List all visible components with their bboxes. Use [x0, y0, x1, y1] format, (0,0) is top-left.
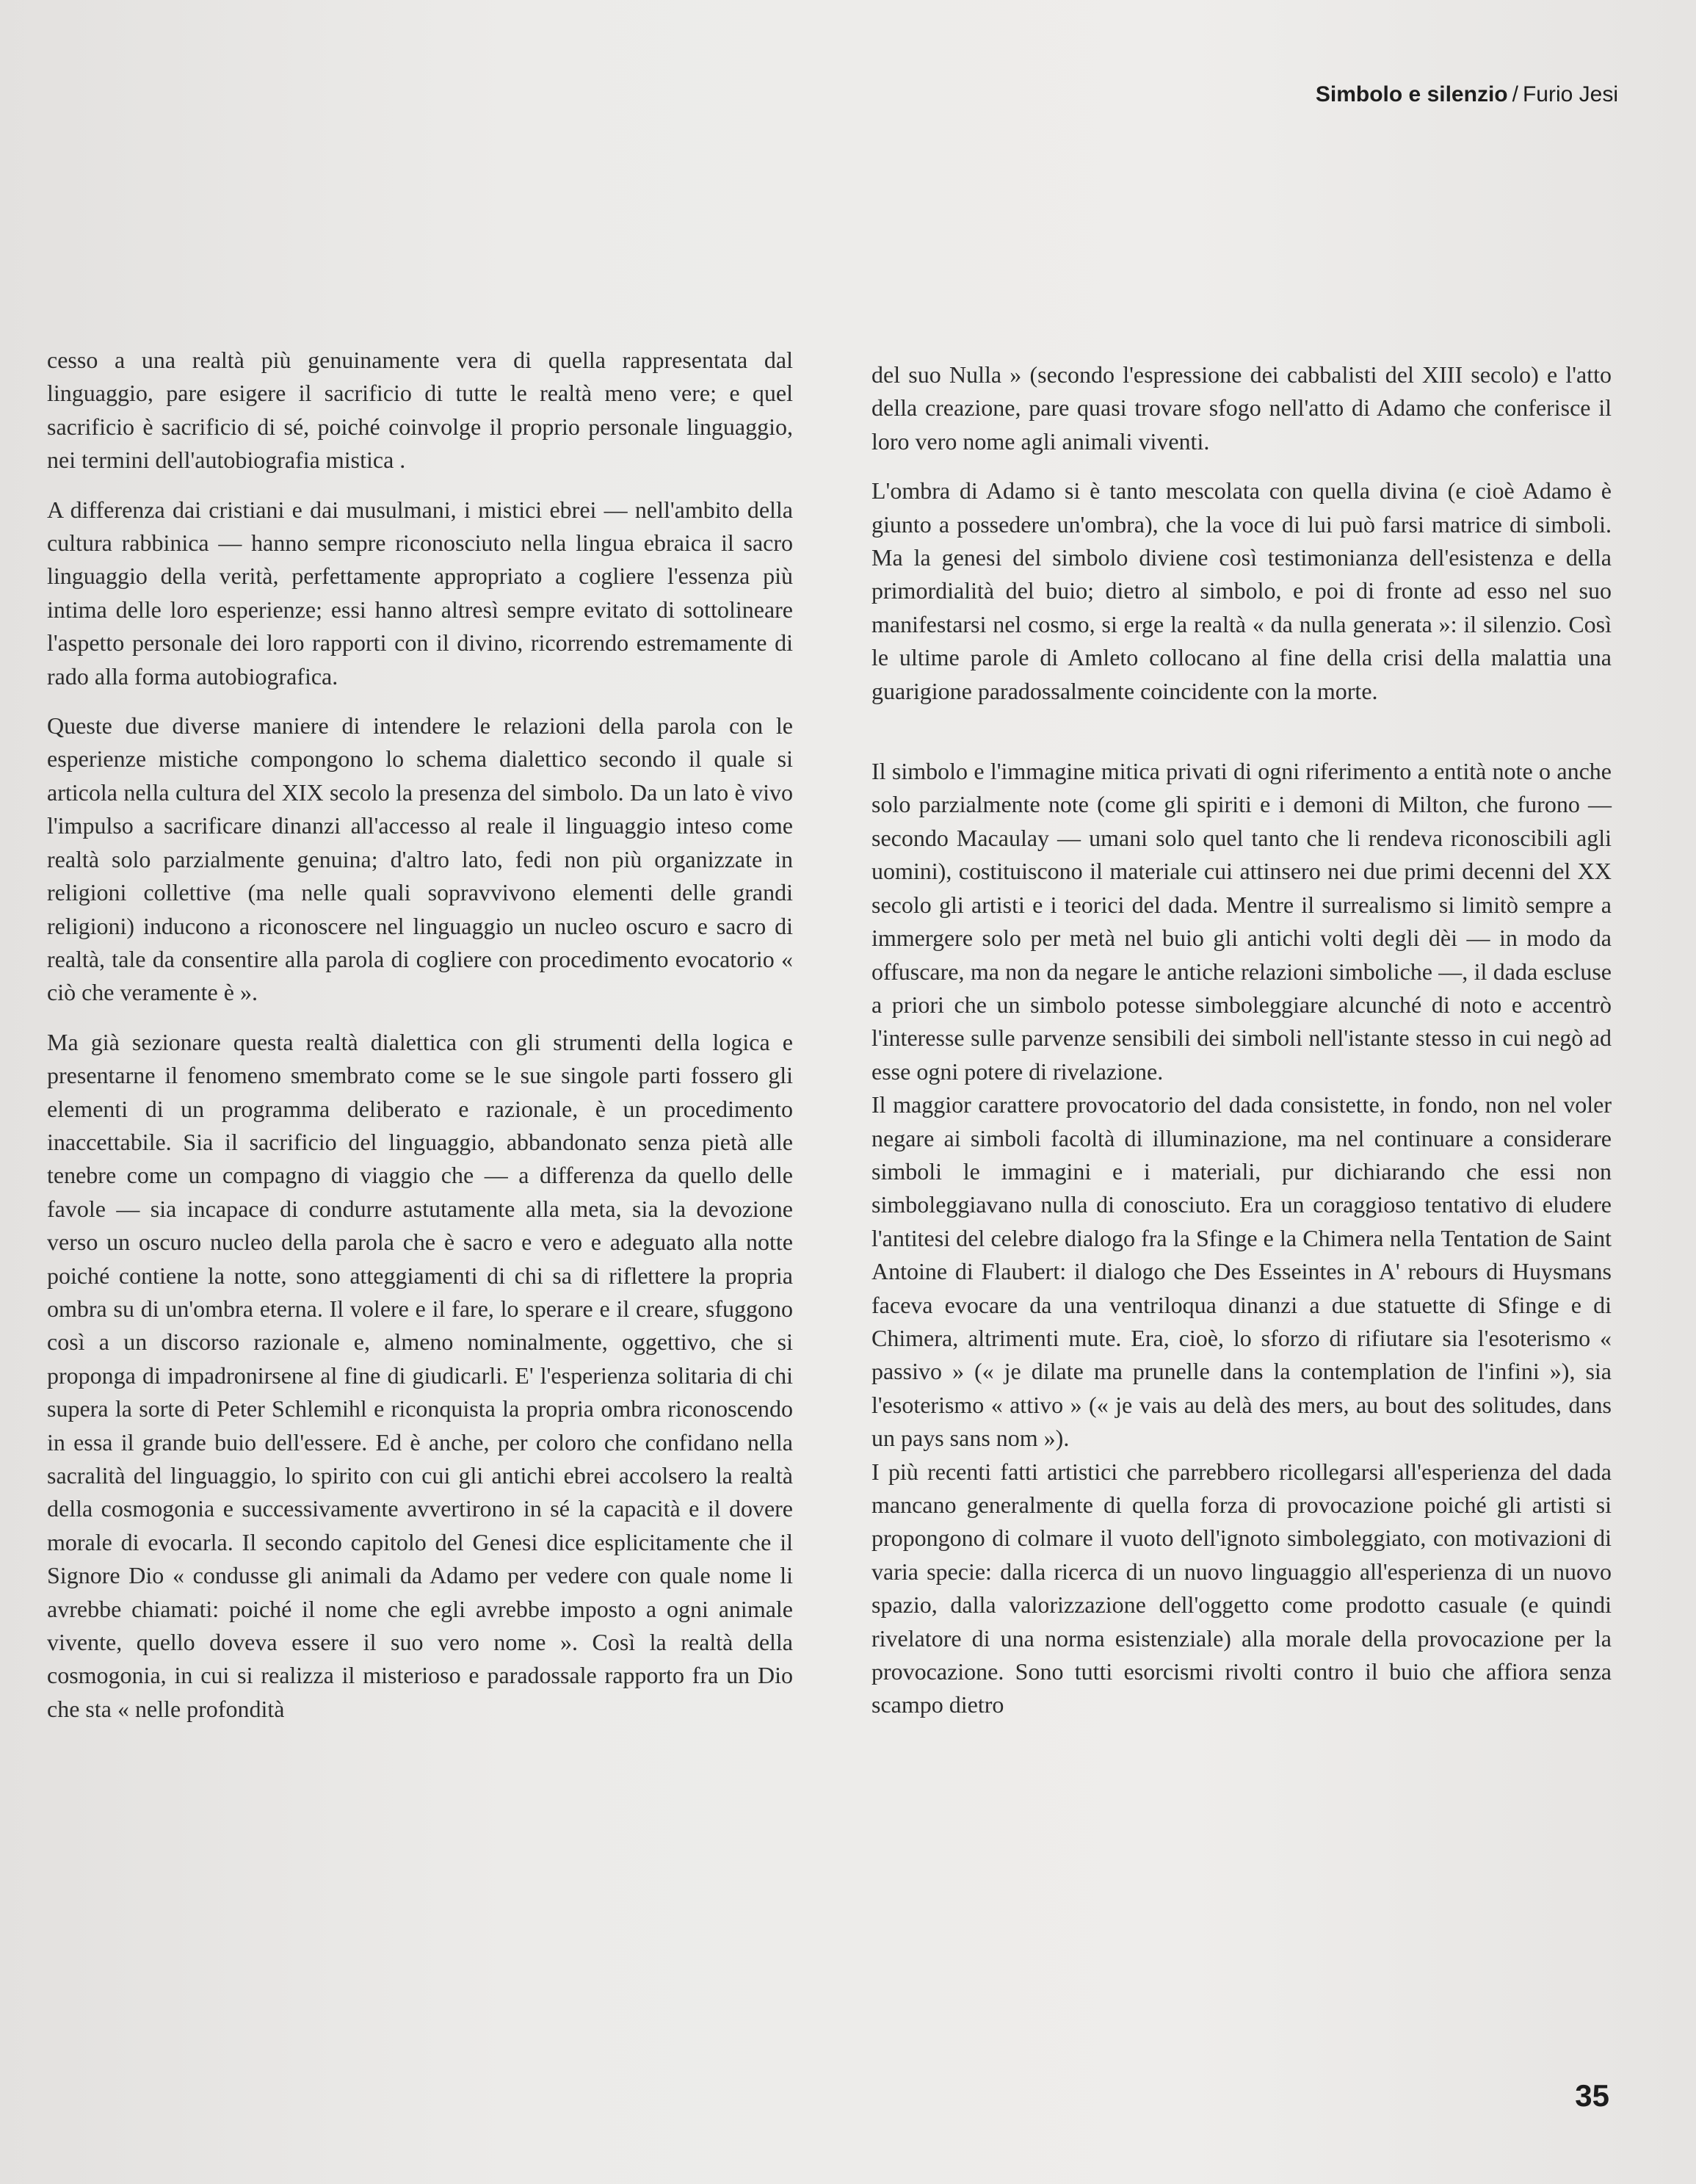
- page-number: 35: [1575, 2078, 1609, 2113]
- text-column-right: [871, 358, 1612, 1738]
- paragraph: cesso a una realtà più genuinamente vera di quella rappresentata dal linguaggio, pare esigere il sacrificio di tutte le realtà meno vere; e quel sacrificio è sacrificio di sé, poiché coinvolge il proprio personale linguaggio, nei termini dell'autobiografia mistica .: [47, 347, 793, 474]
- paragraph: I più recenti fatti artistici che parrebbero ricollegarsi all'esperienza del dada mancano generalmente di quella forza di provocazione poiché gli artisti si propongono di colmare il vuoto dell'ignoto simboleggiato, con motivazioni di varia specie: dalla ricerca di un nuovo linguaggio all'esperienza di un nuovo spazio, dalla valorizzazione dell'oggetto come prodotto casuale (e quindi rivelatore di una norma esistenziale) alla morale della provocazione per la provocazione. Sono tutti esorcismi rivolti contro il buio che affiora senza scampo dietro: [871, 1458, 1612, 1718]
- paragraph: del suo Nulla » (secondo l'espressione dei cabbalisti del XIII secolo) e l'atto della creazione, pare quasi trovare sfogo nell'atto di Adamo che conferisce il loro vero nome agli animali viventi.: [871, 361, 1612, 455]
- paragraph: L'ombra di Adamo si è tanto mescolata con quella divina (e cioè Adamo è giunto a possedere un'ombra), che la voce di lui può farsi matrice di simboli. Ma la genesi del simbolo diviene così testimonianza dell'esistenza e della primordialità del buio; dietro al simbolo, e poi di fronte ad esso nel suo manifestarsi nel cosmo, si erge la realtà « da nulla generata »: il silenzio. Così le ultime parole di Amleto collocano al fine della crisi della malattia una guarigione paradossalmente coincidente con la morte.: [871, 477, 1612, 704]
- header-separator: /: [1512, 82, 1518, 106]
- paragraph: A differenza dai cristiani e dai musulmani, i mistici ebrei — nell'ambito della cultura rabbinica — hanno sempre riconosciuto nella lingua ebraica il sacro linguaggio della verità, perfettamente appropriato a cogliere l'essenza più intima delle loro esperienze; essi hanno altresì sempre evitato di sottolineare l'aspetto personale dei loro rapporti con il divino, ricorrendo estremamente di rado alla forma autobiografica.: [47, 496, 793, 690]
- running-head: [1316, 82, 1618, 107]
- paragraph: Il maggior carattere provocatorio del dada consistette, in fondo, non nel voler negare ai simboli facoltà di illuminazione, ma nel continuare a considerare simboli le immagini e i materiali, pur dichiarando che essi non simboleggiavano nulla di conosciuto. Era un coraggioso tentativo di eludere l'antitesi del celebre dialogo fra la Sfinge e la Chimera nella Tentation de Saint Antoine di Flaubert: il dialogo che Des Esseintes in A' rebours di Huysmans faceva evocare da una ventriloqua dinanzi a due statuette di Sfinge e di Chimera, altrimenti mute. Era, cioè, lo sforzo di rifiutare sia l'esoterismo « passivo » (« je dilate ma prunelle dans la contemplation de l'infini »), sia l'esoterismo « attivo » (« je vais au delà des mers, au bout des solitudes, dans un pays sans nom »).: [871, 1091, 1612, 1452]
- article-author: Furio Jesi: [1522, 82, 1618, 106]
- paragraph: Ma già sezionare questa realtà dialettica con gli strumenti della logica e presentarne il fenomeno smembrato come se le sue singole parti fossero gli elementi di un programma deliberato e razionale, è un procedimento inaccettabile. Sia il sacrificio del linguaggio, abbandonato senza pietà alle tenebre come un compagno di viaggio che — a differenza da quello delle favole — sia incapace di condurre astutamente alla meta, sia la devozione verso un oscuro nucleo della parola che è sacro e vero e adeguato alla notte poiché contiene la notte, sono atteggiamenti di chi sa di riflettere la propria ombra su di un'ombra eterna. Il volere e il fare, lo sperare e il creare, sfuggono così a un discorso razionale e, almeno nominalmente, oggettivo, che si proponga di impadronirsene al fine di giudicarli. E' l'esperienza solitaria di chi supera la sorte di Peter Schlemihl e riconquista la propria ombra riconoscendo in essa il grande buio dell'essere. Ed è anche, per coloro che confidano nella sacralità del linguaggio, lo spirito con cui gli antichi ebrei accolsero la realtà della cosmogonia e successivamente avvertirono in sé la capacità e il dovere morale di evocarla. Il secondo capitolo del Genesi dice esplicitamente che il Signore Dio « condusse gli animali da Adamo per vedere con quale nome li avrebbe chiamati: poiché il nome che egli avrebbe imposto a ogni animale vivente, quello doveva essere il suo vero nome ». Così la realtà della cosmogonia, in cui si realizza il misterioso e paradossale rapporto fra un Dio che sta « nelle profondità: [47, 1028, 793, 1722]
- text-column-left: [47, 344, 793, 1742]
- paragraph: Queste due diverse maniere di intendere le relazioni della parola con le esperienze mistiche compongono lo schema dialettico secondo il quale si articola nella cultura del XIX secolo la presenza del simbolo. Da un lato è vivo l'impulso a sacrificare dinanzi all'accesso al reale il linguaggio inteso come realtà solo parzialmente genuina; d'altro lato, fedi non più organizzate in religioni collettive (ma nelle quali sopravvivono elementi delle grandi religioni) inducono a riconoscere nel linguaggio un nucleo oscuro e sacro di realtà, tale da consentire alla parola di cogliere con procedimento evocatorio « ciò che veramente è ».: [47, 712, 793, 1006]
- paragraph: Il simbolo e l'immagine mitica privati di ogni riferimento a entità note o anche solo parzialmente note (come gli spiriti e i demoni di Milton, che furono — secondo Macaulay — umani solo quel tanto che li rendeva riconoscibili agli uomini), costituiscono il materiale cui attinsero nei due primi decenni del XX secolo gli artisti e i teorici del dada. Mentre il surrealismo si limitò sempre a immergere solo per metà nel buio gli antichi volti degli dèi — in modo da offuscare, ma non da negare le antiche relazioni simboliche —, il dada escluse a priori che un simbolo potesse simboleggiare alcunché di noto e accentrò l'interesse sulle parvenze sensibili dei simboli nell'istante stesso in cui negò ad esse ogni potere di rivelazione.: [871, 758, 1612, 1085]
- article-title: Simbolo e silenzio: [1315, 82, 1508, 106]
